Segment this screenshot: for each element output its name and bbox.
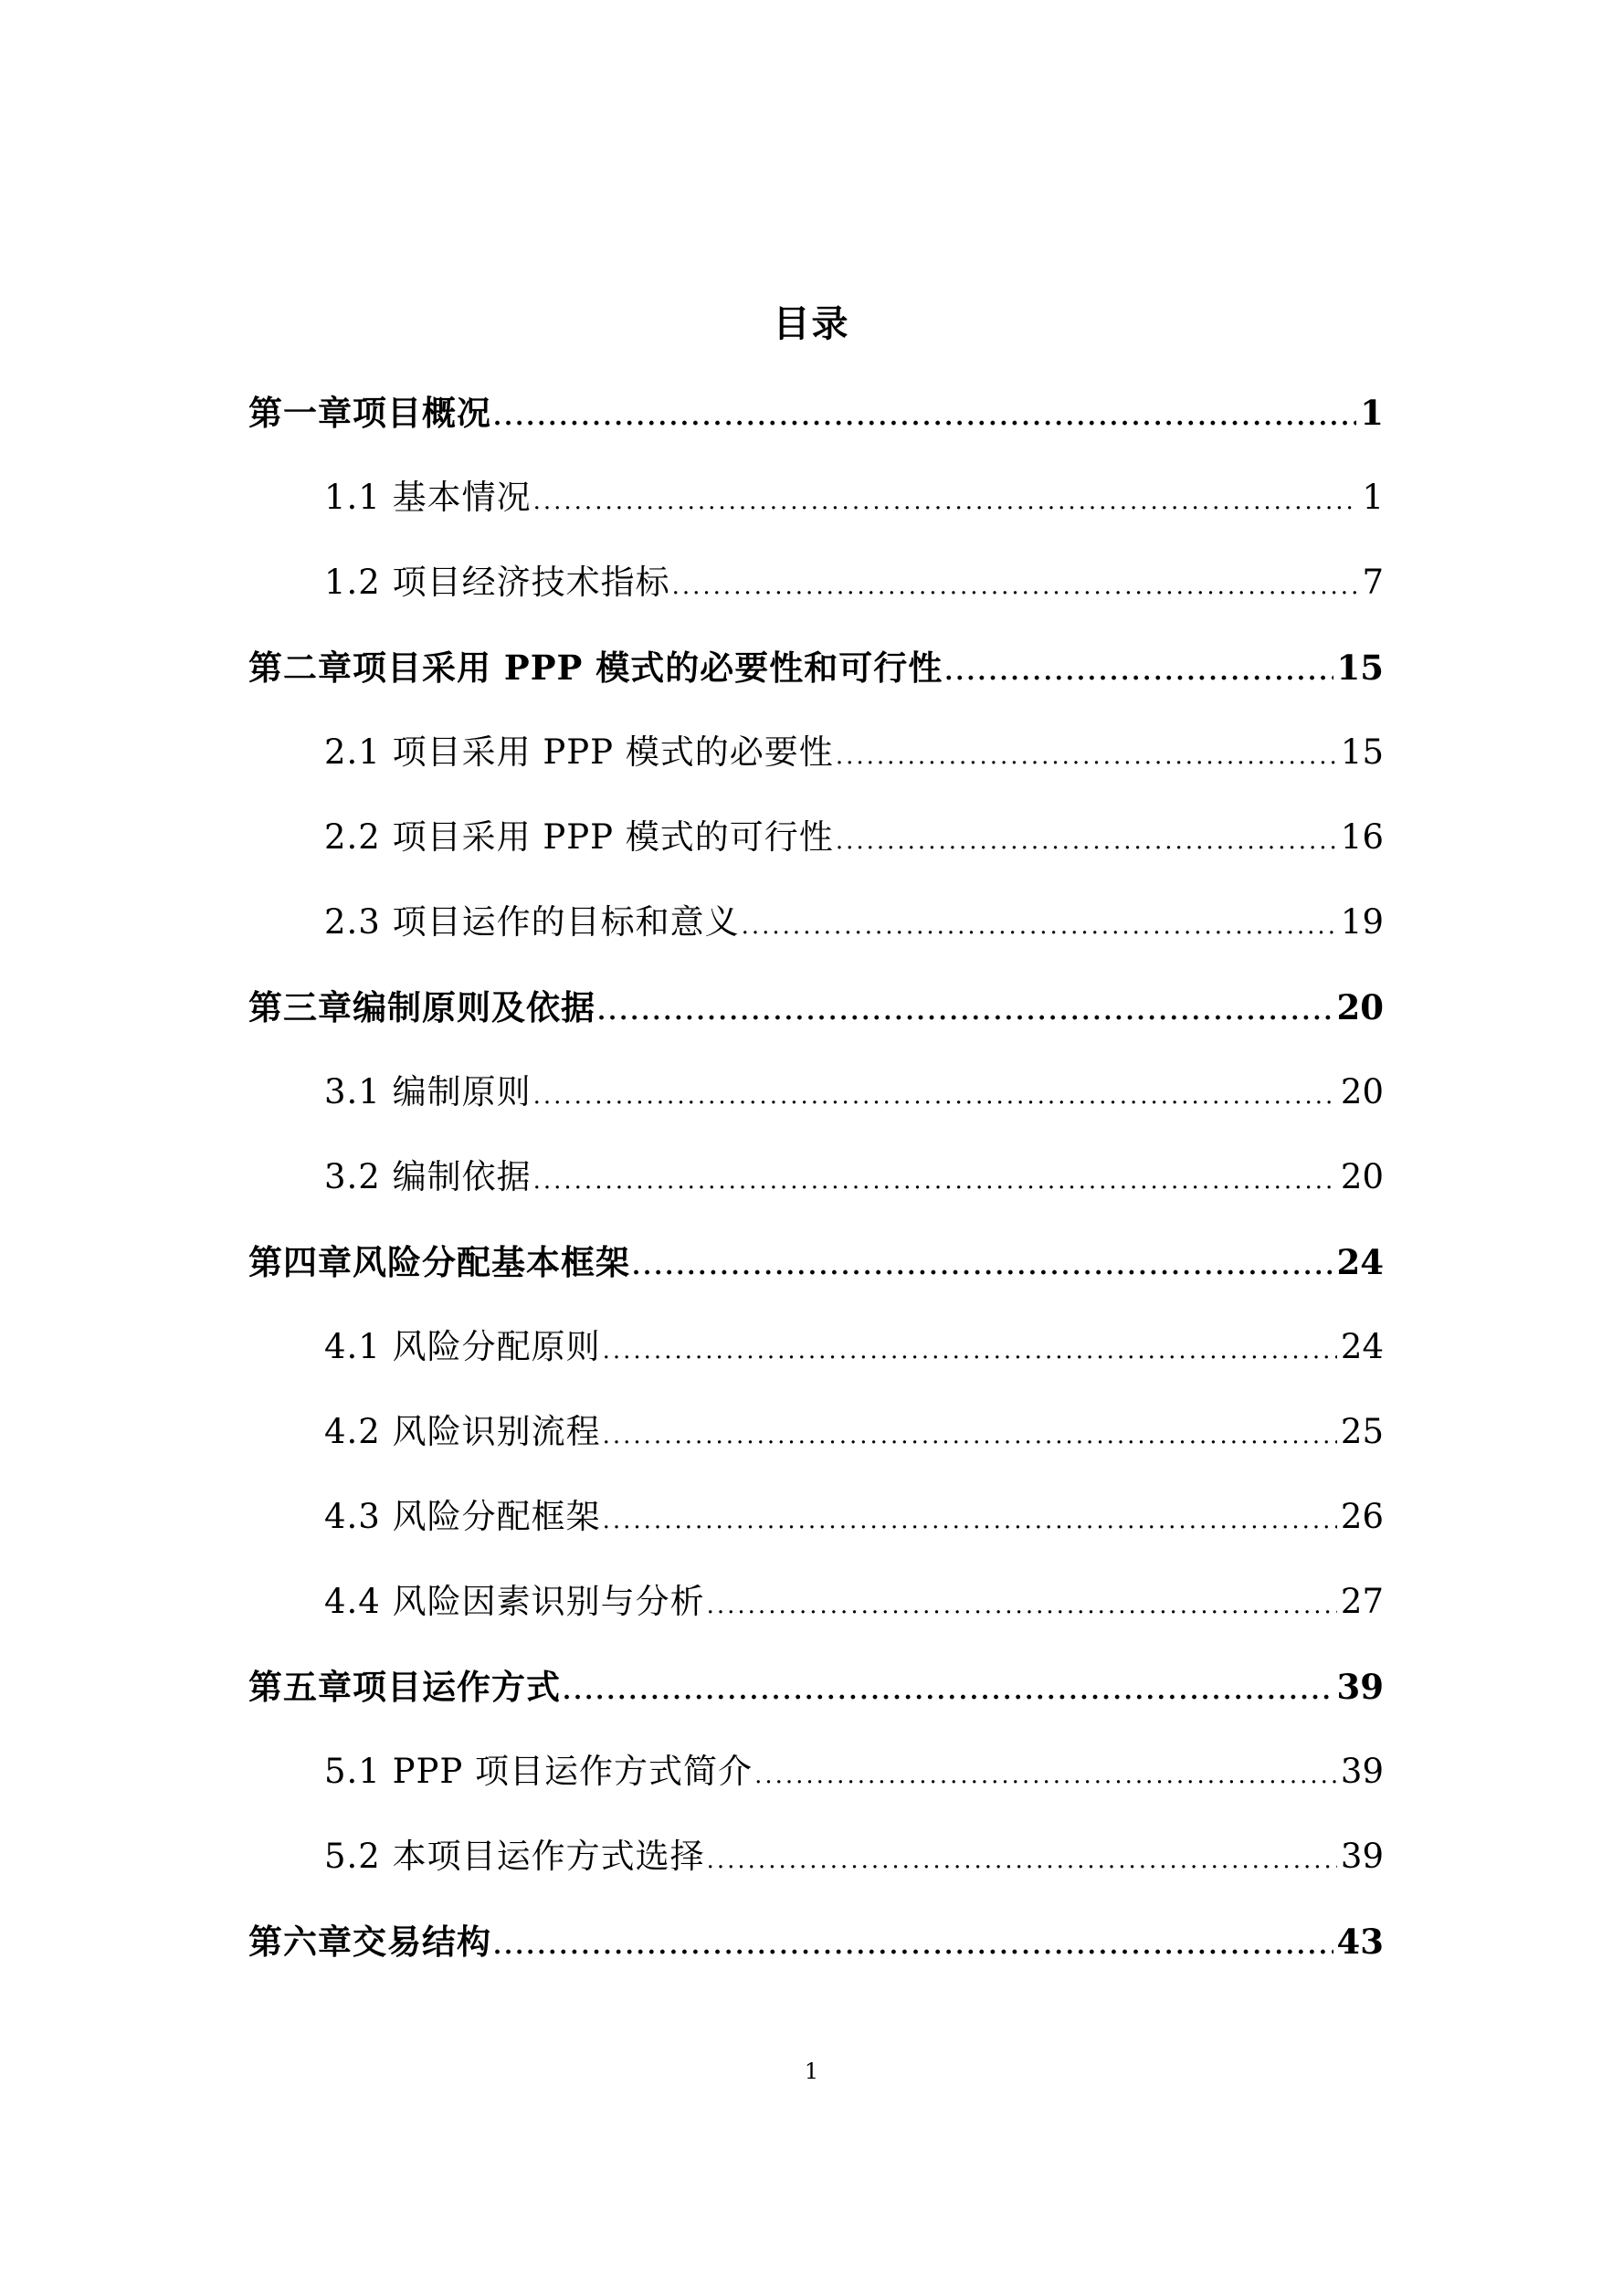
toc-entry-page: 19 (1340, 902, 1384, 942)
dot-leader (672, 559, 1359, 614)
toc-entry-page: 16 (1340, 817, 1384, 857)
toc-entry-label: 4.3 风险分配框架 (324, 1497, 601, 1536)
toc-entry-page: 39 (1340, 1837, 1384, 1876)
toc-entry-page: 20 (1336, 987, 1384, 1027)
toc-entry-label: 2.1 项目采用 PPP 模式的必要性 (324, 732, 834, 772)
dot-leader (707, 1578, 1337, 1633)
toc-entry-section[interactable] (324, 1490, 1384, 1544)
toc-entry-label: 3.2 编制依据 (324, 1157, 532, 1196)
toc-entry-label: 5.1 PPP 项目运作方式简介 (324, 1752, 754, 1791)
toc-title: 目录 (773, 302, 850, 345)
dot-leader (836, 814, 1337, 869)
toc-entry-section[interactable] (324, 725, 1384, 780)
dot-leader (493, 390, 1356, 445)
toc-entry-label: 4.1 风险分配原则 (324, 1327, 601, 1366)
toc-entry-page: 20 (1340, 1157, 1384, 1196)
dot-leader (836, 729, 1337, 784)
toc-entry-label: 3.1 编制原则 (324, 1072, 532, 1111)
chapter-number: 第四章 (248, 1242, 353, 1282)
toc-entry-chapter[interactable] (248, 1659, 1384, 1714)
chapter-number: 第二章 (248, 648, 353, 688)
toc-entry-chapter[interactable] (248, 640, 1384, 695)
toc-entry-section[interactable] (324, 1320, 1384, 1374)
toc-entry-page: 39 (1336, 1667, 1384, 1707)
toc-entry-label: 项目采用 PPP 模式的必要性和可行性 (353, 648, 943, 688)
dot-leader (533, 1069, 1337, 1123)
toc-entry-page: 24 (1340, 1327, 1384, 1366)
toc-entry-section[interactable] (324, 810, 1384, 865)
toc-entry-label: 4.2 风险识别流程 (324, 1412, 601, 1451)
toc-entry-label: 2.3 项目运作的目标和意义 (324, 902, 740, 942)
toc-entry-label: 项目运作方式 (353, 1667, 561, 1707)
dot-leader (603, 1408, 1337, 1463)
toc-entry-label: 项目概况 (353, 393, 491, 433)
toc-entry-page: 7 (1362, 563, 1384, 602)
toc-entry-label: 5.2 本项目运作方式选择 (324, 1837, 705, 1876)
dot-leader (533, 1153, 1337, 1208)
dot-leader (533, 474, 1359, 529)
toc-entry-page: 25 (1340, 1412, 1384, 1451)
dot-leader (563, 1664, 1333, 1719)
dot-leader (944, 645, 1333, 700)
toc-entry-section[interactable] (324, 1575, 1384, 1629)
toc-entry-label: 4.4 风险因素识别与分析 (324, 1582, 705, 1621)
toc-entry-label: 风险分配基本框架 (353, 1242, 630, 1282)
chapter-number: 第三章 (248, 987, 353, 1027)
toc-entry-label: 2.2 项目采用 PPP 模式的可行性 (324, 817, 834, 857)
toc-entry-section[interactable] (324, 470, 1384, 525)
toc-entry-page: 39 (1340, 1752, 1384, 1791)
toc-entry-chapter[interactable] (248, 1914, 1384, 1969)
dot-leader (603, 1323, 1337, 1378)
toc-entry-section[interactable] (324, 1829, 1384, 1884)
toc-entry-label: 1.1 基本情况 (324, 478, 532, 517)
toc-entry-label: 交易结构 (353, 1922, 491, 1962)
toc-entry-page: 43 (1336, 1922, 1384, 1962)
toc-entry-page: 15 (1340, 732, 1384, 772)
toc-entry-page: 24 (1336, 1242, 1384, 1282)
dot-leader (603, 1493, 1337, 1548)
chapter-number: 第一章 (248, 393, 353, 433)
dot-leader (742, 899, 1337, 953)
toc-entry-chapter[interactable] (248, 385, 1384, 440)
toc-entry-page: 26 (1340, 1497, 1384, 1536)
chapter-number: 第五章 (248, 1667, 353, 1707)
toc-entry-section[interactable] (324, 1405, 1384, 1459)
toc-entry-page: 1 (1360, 393, 1384, 433)
toc-entry-section[interactable] (324, 1150, 1384, 1205)
toc-entry-section[interactable] (324, 1065, 1384, 1120)
dot-leader (597, 985, 1333, 1039)
toc-entry-section[interactable] (324, 895, 1384, 950)
toc-entry-chapter[interactable] (248, 1235, 1384, 1290)
toc-entry-page: 20 (1340, 1072, 1384, 1111)
toc-entry-label: 编制原则及依据 (353, 987, 595, 1027)
dot-leader (493, 1919, 1333, 1974)
toc-entry-section[interactable] (324, 1744, 1384, 1799)
chapter-number: 第六章 (248, 1922, 353, 1962)
dot-leader (754, 1748, 1337, 1803)
toc-entry-chapter[interactable] (248, 980, 1384, 1035)
toc-entry-label: 1.2 项目经济技术指标 (324, 563, 670, 602)
dot-leader (632, 1239, 1333, 1294)
toc-entry-page: 27 (1340, 1582, 1384, 1621)
page-number: 1 (804, 2059, 819, 2084)
toc-entry-page: 1 (1362, 478, 1384, 517)
dot-leader (707, 1833, 1337, 1888)
toc-entry-section[interactable] (324, 555, 1384, 610)
toc-entry-page: 15 (1336, 648, 1384, 688)
